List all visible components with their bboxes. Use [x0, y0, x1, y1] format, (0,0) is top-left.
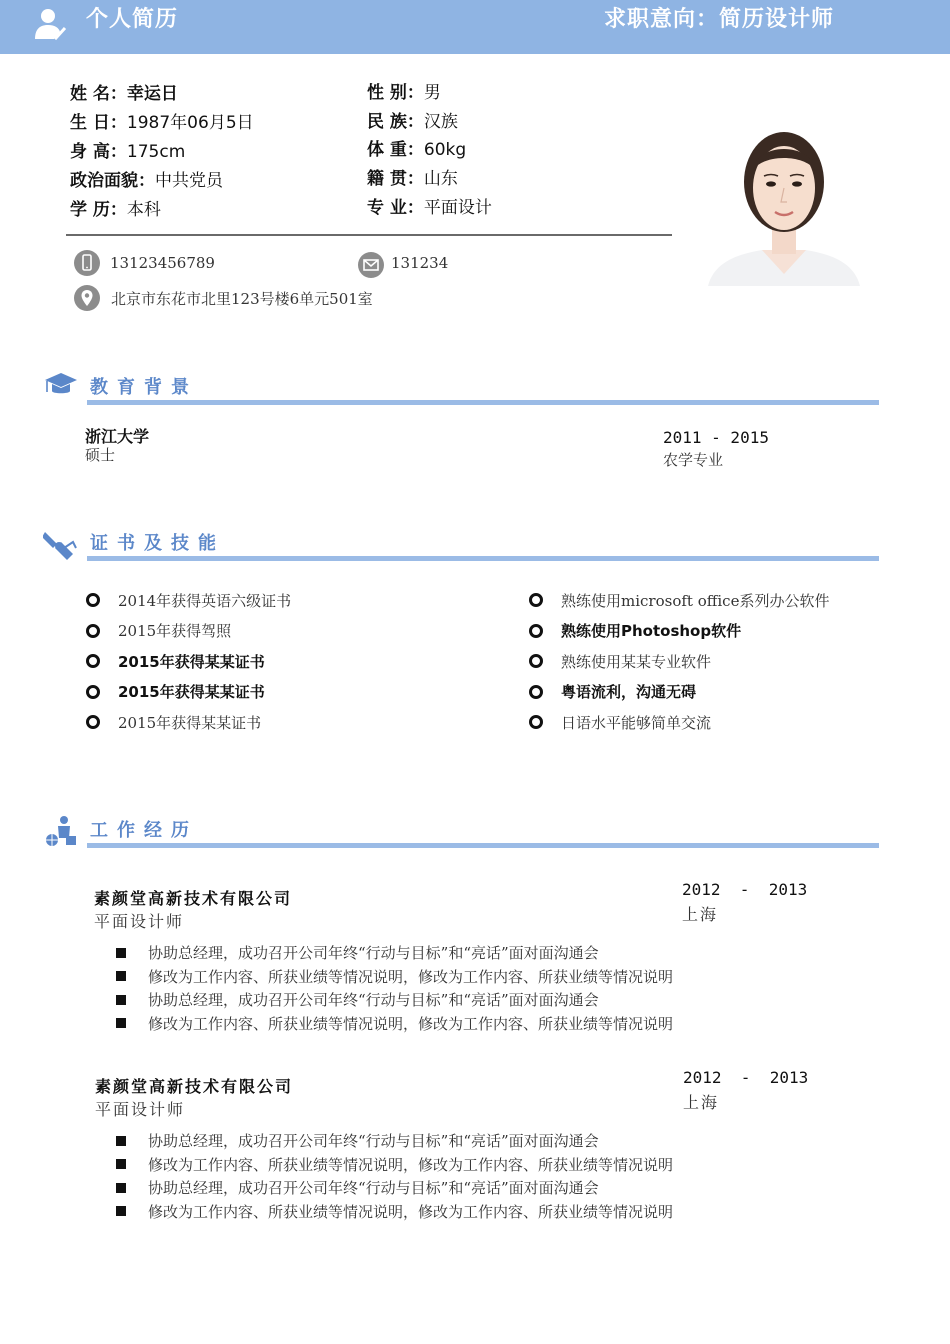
skill-text: 2015年获得某某证书: [118, 652, 265, 671]
home-address: 北京市东花市北里123号楼6单元501室: [111, 290, 373, 308]
duty-text: 协助总经理，成功召开公司年终“行动与目标”和“亮话”面对面沟通会: [148, 991, 599, 1010]
square-bullet-icon: [116, 1159, 126, 1169]
skill-text: 2015年获得某某证书: [118, 683, 265, 701]
info-value: 中共党员: [155, 171, 223, 191]
list-item: [86, 619, 291, 643]
square-bullet-icon: [116, 1183, 126, 1193]
skill-text: 熟练使用某某专业软件: [561, 652, 712, 671]
section-line: [87, 843, 879, 848]
info-label: 政治面貌：: [70, 171, 155, 191]
list-item: [116, 988, 673, 1012]
edu-degree: 硕士: [85, 446, 116, 464]
section-title-education: 教育背景: [90, 377, 198, 398]
job-title: 平面设计师: [95, 1100, 186, 1119]
skill-text: 熟练使用Photoshop软件: [561, 622, 742, 640]
square-bullet-icon: [116, 1206, 126, 1216]
list-item: [86, 649, 291, 673]
ring-bullet-icon: [529, 593, 543, 607]
ring-bullet-icon: [529, 685, 543, 699]
list-item: [116, 965, 673, 989]
square-bullet-icon: [116, 1136, 126, 1146]
info-birthday: [70, 108, 254, 133]
list-item: [86, 588, 291, 612]
info-label: 身 高：: [70, 142, 127, 162]
job-years: 2012 - 2013: [682, 880, 808, 899]
ring-bullet-icon: [86, 654, 100, 668]
resume-title: 个人简历: [86, 7, 179, 32]
skill-text: 日语水平能够简单交流: [561, 713, 712, 732]
certificate-ribbon-icon: [43, 528, 77, 562]
header-bar: [0, 0, 950, 54]
info-gender: [367, 78, 441, 103]
phone-icon: [74, 250, 100, 276]
list-item: [529, 710, 829, 734]
location-pin-icon: [74, 285, 100, 311]
list-item: [116, 1129, 673, 1153]
info-hometown: [367, 164, 458, 189]
info-value: 山东: [423, 169, 458, 189]
info-label: 性 别：: [367, 83, 424, 103]
edu-years: 2011 - 2015: [663, 428, 769, 447]
list-item: [116, 1176, 673, 1200]
duty-text: 协助总经理，成功召开公司年终“行动与目标”和“亮话”面对面沟通会: [148, 1132, 599, 1151]
skill-text: 2015年获得驾照: [118, 622, 232, 640]
ring-bullet-icon: [86, 685, 100, 699]
info-label: 姓 名：: [70, 84, 127, 104]
skill-text: 2014年获得英语六级证书: [118, 591, 292, 610]
edu-major: 农学专业: [663, 451, 724, 469]
email-address[interactable]: 131234: [391, 254, 449, 272]
info-value: 1987年06月5日: [126, 113, 254, 133]
ring-bullet-icon: [86, 715, 100, 729]
list-item: [529, 588, 829, 612]
info-label: 专 业：: [367, 198, 424, 218]
list-item: [116, 941, 673, 965]
ring-bullet-icon: [86, 593, 100, 607]
ring-bullet-icon: [529, 715, 543, 729]
info-major: [367, 193, 492, 218]
info-label: 民 族：: [367, 112, 424, 132]
phone-number[interactable]: 13123456789: [110, 254, 215, 272]
ring-bullet-icon: [529, 624, 543, 638]
ring-bullet-icon: [86, 624, 100, 638]
info-value: 男: [423, 83, 441, 103]
info-value: 本科: [126, 200, 161, 220]
duty-text: 修改为工作内容、所获业绩等情况说明，修改为工作内容、所获业绩等情况说明: [148, 1014, 674, 1033]
list-item: [529, 619, 829, 643]
info-label: 生 日：: [70, 113, 127, 133]
info-divider: [66, 234, 672, 236]
user-check-icon: [32, 6, 68, 42]
info-ethnicity: [367, 107, 458, 132]
info-value: 汉族: [423, 112, 458, 132]
duty-text: 修改为工作内容、所获业绩等情况说明，修改为工作内容、所获业绩等情况说明: [148, 967, 674, 986]
info-height: [70, 137, 185, 162]
profile-photo: [704, 104, 864, 286]
info-value: 幸运日: [126, 84, 178, 104]
job-years: 2012 - 2013: [683, 1068, 809, 1087]
info-label: 学 历：: [70, 200, 127, 220]
square-bullet-icon: [116, 995, 126, 1005]
info-education: [70, 195, 161, 220]
job-duties: [116, 1129, 673, 1223]
duty-text: 协助总经理，成功召开公司年终“行动与目标”和“亮话”面对面沟通会: [148, 1179, 599, 1198]
list-item: [529, 649, 829, 673]
job-duties: [116, 941, 673, 1035]
duty-text: 修改为工作内容、所获业绩等情况说明，修改为工作内容、所获业绩等情况说明: [148, 1202, 674, 1221]
list-item: [116, 1012, 673, 1036]
job-company: 素颜堂高新技术有限公司: [95, 1077, 294, 1096]
list-item: [116, 1153, 673, 1177]
section-line: [87, 400, 879, 405]
info-value: 平面设计: [423, 198, 492, 218]
section-title-skills: 证书及技能: [90, 533, 225, 554]
list-item: [529, 680, 829, 704]
info-name: [70, 79, 178, 104]
mail-icon: [358, 252, 384, 278]
skill-text: 粤语流利，沟通无碍: [561, 683, 697, 701]
duty-text: 修改为工作内容、所获业绩等情况说明，修改为工作内容、所获业绩等情况说明: [148, 1155, 674, 1174]
info-weight: [367, 135, 466, 160]
square-bullet-icon: [116, 1018, 126, 1028]
edu-school: 浙江大学: [85, 427, 150, 446]
list-item: [116, 1200, 673, 1224]
job-place: 上海: [682, 905, 719, 924]
job-company: 素颜堂高新技术有限公司: [94, 889, 293, 908]
job-intent: 求职意向：简历设计师: [604, 7, 835, 32]
info-value: 60kg: [423, 140, 467, 160]
section-line: [87, 556, 879, 561]
square-bullet-icon: [116, 948, 126, 958]
skill-text: 2015年获得某某证书: [118, 713, 262, 732]
square-bullet-icon: [116, 971, 126, 981]
graduation-cap-icon: [44, 368, 78, 402]
duty-text: 协助总经理，成功召开公司年终“行动与目标”和“亮话”面对面沟通会: [148, 944, 599, 963]
skill-text: 熟练使用microsoft office系列办公软件: [561, 591, 830, 610]
job-title: 平面设计师: [94, 912, 185, 931]
info-value: 175cm: [126, 142, 186, 162]
list-item: [86, 710, 291, 734]
info-label: 籍 贯：: [367, 169, 424, 189]
business-team-icon: [44, 814, 78, 848]
info-political: [70, 166, 223, 191]
list-item: [86, 680, 291, 704]
ring-bullet-icon: [529, 654, 543, 668]
skills-left-list: [86, 588, 291, 734]
info-label: 体 重：: [367, 140, 424, 160]
section-title-work: 工作经历: [90, 820, 198, 841]
job-place: 上海: [683, 1093, 720, 1112]
skills-right-list: [529, 588, 829, 734]
